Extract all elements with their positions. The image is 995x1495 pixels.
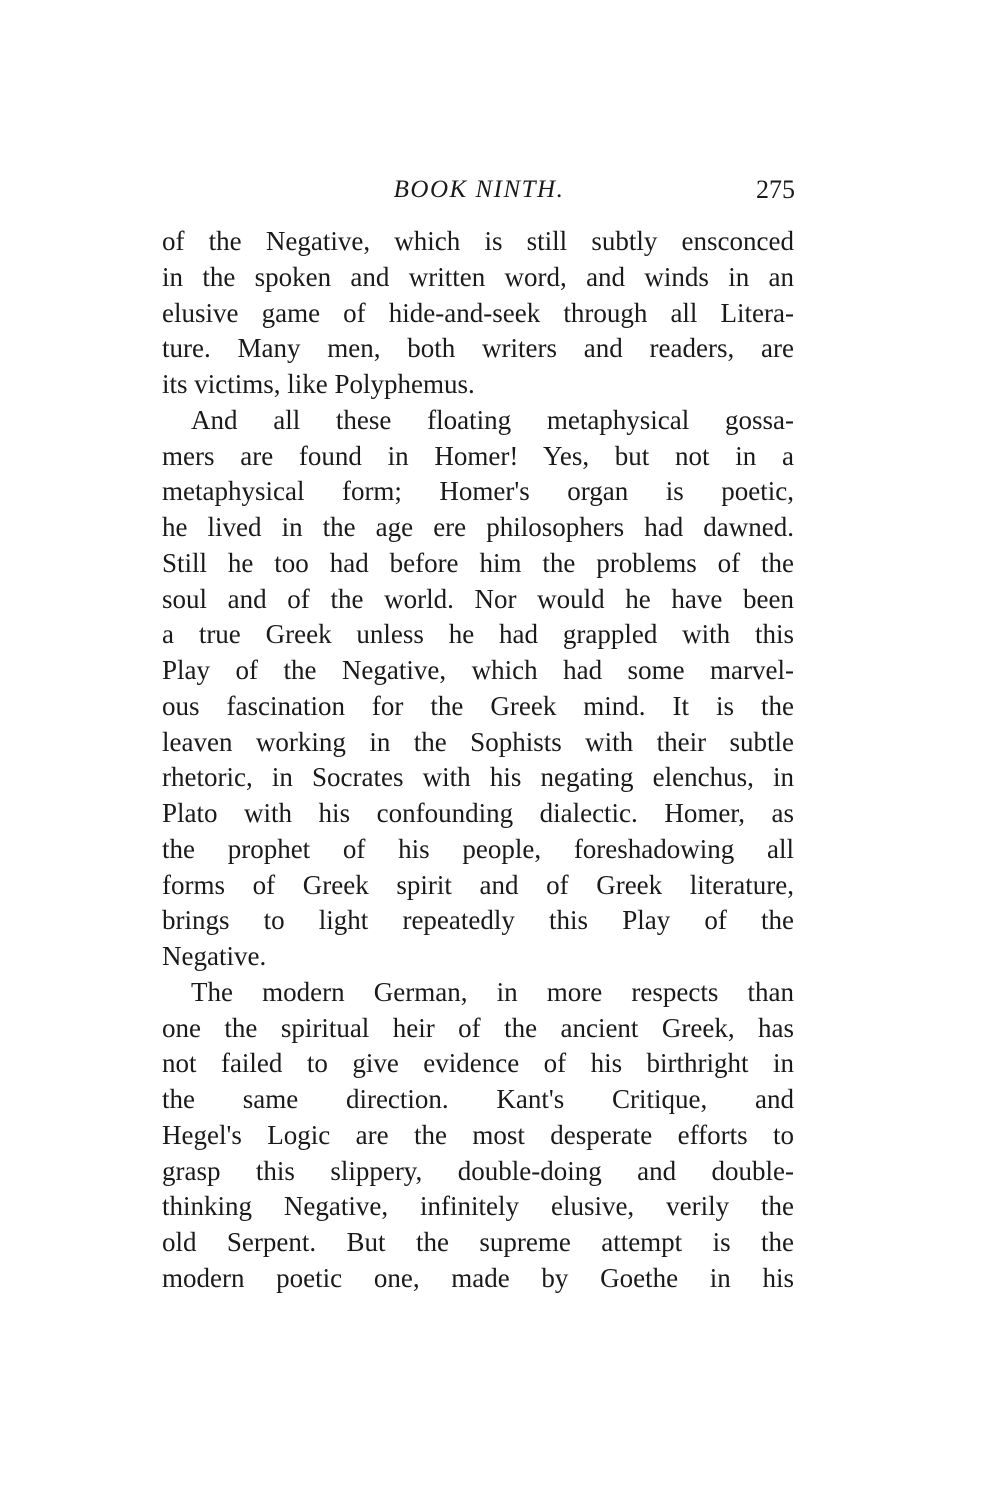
text-line: ous fascination for the Greek mind. It is the	[162, 690, 794, 721]
text-line: metaphysical form; Homer's organ is poetic,	[162, 476, 794, 507]
paragraph-first-line: And all these floating metaphysical gossa-	[191, 404, 794, 435]
text-line: Plato with his confounding dialectic. Homer, as	[162, 798, 794, 828]
text-line: old Serpent. But the supreme attempt is the	[162, 1227, 794, 1257]
text-line: modern poetic one, made by Goethe in his	[162, 1262, 794, 1293]
text-line: elusive game of hide-and-seek through all Litera-	[162, 297, 794, 328]
page-number: 275	[756, 175, 795, 204]
text-line: in the spoken and written word, and winds in an	[162, 261, 794, 292]
text-line: the prophet of his people, foreshadowing all	[162, 833, 794, 864]
text-line: Hegel's Logic are the most desperate efforts to	[162, 1119, 794, 1150]
text-line: of the Negative, which is still subtly ensconced	[162, 226, 794, 256]
text-line: ture. Many men, both writers and readers, are	[162, 333, 794, 364]
text-line: the same direction. Kant's Critique, and	[162, 1084, 794, 1114]
body-text	[162, 224, 794, 1297]
running-head	[163, 172, 795, 212]
text-line: Play of the Negative, which had some marvel-	[162, 655, 794, 685]
text-line: one the spiritual heir of the ancient Greek, has	[162, 1012, 794, 1043]
paragraph-first-line: The modern German, in more respects than	[191, 976, 794, 1007]
text-line: a true Greek unless he had grappled with this	[162, 619, 794, 650]
text-line: Negative.	[162, 941, 267, 971]
text-line: he lived in the age ere philosophers had dawned.	[162, 512, 794, 542]
text-line: rhetoric, in Socrates with his negating elenchus, in	[162, 762, 794, 793]
text-line: forms of Greek spirit and of Greek literature,	[162, 869, 794, 900]
text-line: its victims, like Polyphemus.	[162, 369, 475, 399]
text-line: thinking Negative, infinitely elusive, verily the	[162, 1191, 794, 1222]
text-line: leaven working in the Sophists with their subtle	[162, 726, 794, 757]
text-line: mers are found in Homer! Yes, but not in a	[162, 440, 794, 471]
text-line: Still he too had before him the problems of the	[162, 547, 794, 578]
text-line: brings to light repeatedly this Play of the	[162, 905, 794, 936]
text-line: grasp this slippery, double-doing and double-	[162, 1155, 794, 1186]
text-line: soul and of the world. Nor would he have been	[162, 583, 794, 614]
running-title: BOOK NINTH.	[393, 176, 565, 203]
text-line: not failed to give evidence of his birthright in	[162, 1048, 794, 1079]
